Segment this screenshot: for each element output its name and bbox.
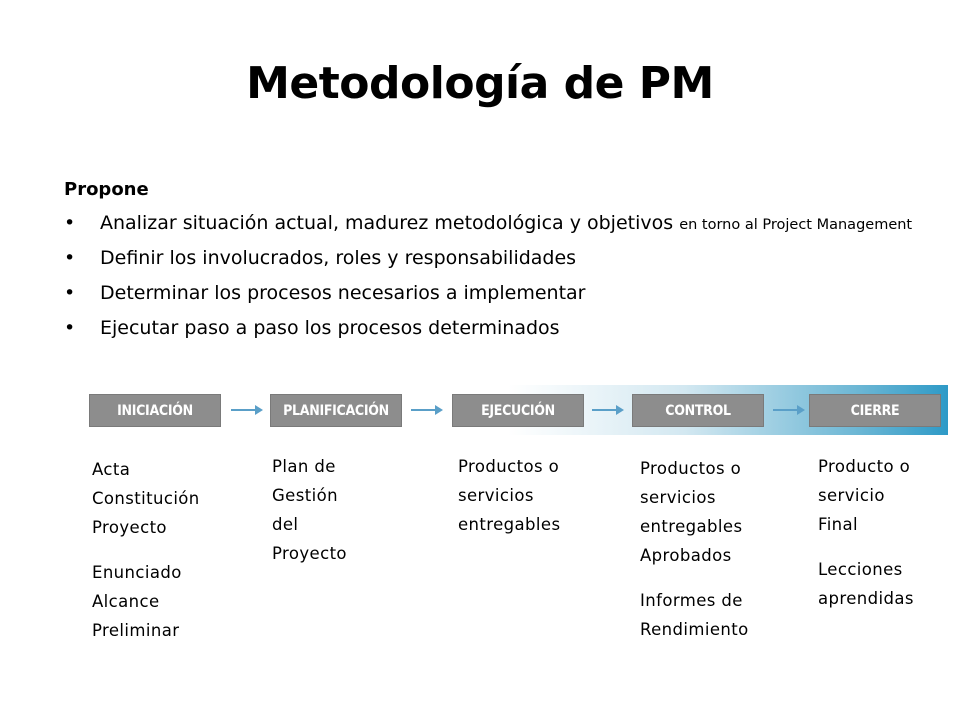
arrow-right-icon — [410, 402, 444, 418]
intro-label: Propone — [64, 179, 149, 200]
bullet-icon: • — [64, 212, 76, 234]
phase-box-cierre: CIERRE — [809, 394, 941, 427]
bullet-icon: • — [64, 282, 76, 304]
output-line: Proyecto — [92, 518, 167, 537]
output-line: Productos o — [458, 457, 560, 476]
output-line: Rendimiento — [640, 620, 749, 639]
output-column-planificacion — [272, 452, 347, 568]
output-line: Gestión — [272, 486, 338, 505]
output-line: entregables — [640, 517, 743, 536]
output-column-iniciacion — [92, 455, 200, 645]
arrow-right-icon — [591, 402, 625, 418]
output-line: Lecciones — [818, 560, 903, 579]
output-line: aprendidas — [818, 589, 914, 608]
output-line: del — [272, 515, 299, 534]
bullet-text-small: en torno al Project Management — [679, 217, 913, 233]
output-line: Proyecto — [272, 544, 347, 563]
phase-box-ejecucion: EJECUCIÓN — [452, 394, 584, 427]
bullet-text: Determinar los procesos necesarios a implementar — [100, 282, 586, 304]
output-line: servicios — [640, 488, 716, 507]
output-column-ejecucion — [458, 452, 560, 539]
bullet-icon: • — [64, 247, 76, 269]
arrow-right-icon — [772, 402, 806, 418]
bullet-item — [64, 212, 924, 235]
slide-title: Metodología de PM — [246, 58, 714, 109]
bullet-text: Definir los involucrados, roles y responsabilidades — [100, 247, 577, 269]
bullet-text: Analizar situación actual, madurez metodológica y objetivos — [100, 212, 674, 234]
output-column-control — [640, 454, 749, 644]
phase-box-planificacion: PLANIFICACIÓN — [270, 394, 402, 427]
output-column-cierre — [818, 452, 914, 613]
output-line: Aprobados — [640, 546, 732, 565]
arrow-right-icon — [230, 402, 264, 418]
output-line: servicio — [818, 486, 885, 505]
bullet-item — [64, 317, 924, 340]
output-line: Informes de — [640, 591, 743, 610]
output-line: Plan de — [272, 457, 336, 476]
output-line: Productos o — [640, 459, 742, 478]
output-line: Enunciado — [92, 563, 182, 582]
bullet-item — [64, 282, 924, 305]
output-line: entregables — [458, 515, 561, 534]
output-line: Alcance — [92, 592, 160, 611]
phase-box-control: CONTROL — [632, 394, 764, 427]
output-line: Constitución — [92, 489, 200, 508]
output-line: Final — [818, 515, 859, 534]
bullet-item — [64, 247, 924, 270]
bullet-list — [64, 212, 924, 352]
output-line: Acta — [92, 460, 131, 479]
phase-box-iniciacion: INICIACIÓN — [89, 394, 221, 427]
output-line: Preliminar — [92, 621, 180, 640]
output-line: Producto o — [818, 457, 911, 476]
bullet-text: Ejecutar paso a paso los procesos determinados — [100, 317, 560, 339]
output-line: servicios — [458, 486, 534, 505]
bullet-icon: • — [64, 317, 76, 339]
